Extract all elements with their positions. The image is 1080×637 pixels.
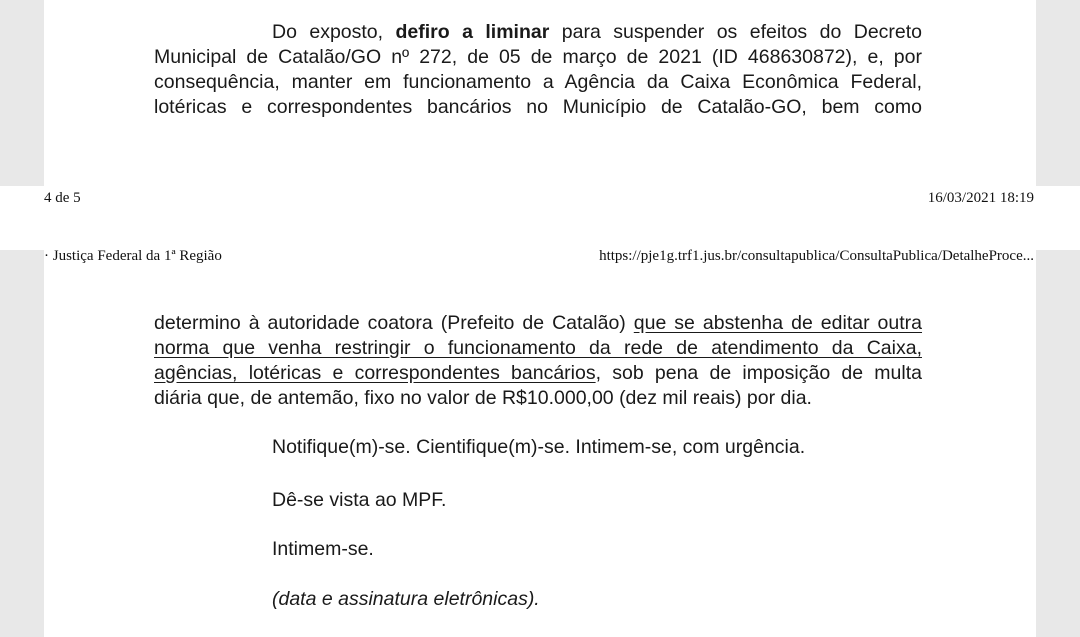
order-line-2: norma que venha restringir o funcionamento da rede de atendimento da Caixa, — [154, 337, 922, 359]
source-url: https://pje1g.trf1.jus.br/consultapublica/ConsultaPublica/DetalheProce... — [599, 248, 1034, 264]
decision-line-4: lotéricas e correspondentes bancários no Município de Catalão-GO, bem como — [154, 96, 922, 118]
decision-line-3: consequência, manter em funcionamento a Agência da Caixa Econômica Federal, — [154, 71, 922, 93]
decision-line-1: Do exposto, defiro a liminar para suspender os efeitos do Decreto — [272, 21, 923, 43]
viewer-background-right — [1036, 0, 1080, 637]
notification-paragraph: Notifique(m)-se. Cientifique(m)-se. Intimem-se, com urgência. — [272, 436, 806, 458]
viewer-background-left — [0, 0, 44, 637]
page-break-band — [0, 186, 1080, 250]
decision-line-2: Municipal de Catalão/GO nº 272, de 05 de março de 2021 (ID 468630872), e, por — [154, 46, 922, 68]
intimation-paragraph: Intimem-se. — [272, 538, 374, 560]
order-line-1: determino à autoridade coatora (Prefeito de Catalão) que se abstenha de editar outra — [154, 312, 923, 334]
electronic-signature-note: (data e assinatura eletrônicas). — [272, 588, 540, 610]
print-timestamp: 16/03/2021 18:19 — [927, 190, 1034, 206]
court-header: · Justiça Federal da 1ª Região — [44, 248, 222, 264]
decision-paragraph — [154, 20, 922, 120]
order-line-4: diária que, de antemão, fixo no valor de R$10.000,00 (dez mil reais) por dia. — [154, 387, 812, 409]
page-number: 4 de 5 — [44, 190, 81, 206]
order-paragraph — [154, 311, 922, 411]
mpf-paragraph: Dê-se vista ao MPF. — [272, 489, 447, 511]
underlined-order-text: que se abstenha de editar outra — [633, 312, 923, 334]
order-line-3: agências, lotéricas e correspondentes bancários, sob pena de imposição de multa — [154, 362, 922, 384]
decision-bold-phrase: defiro a liminar — [395, 21, 550, 43]
